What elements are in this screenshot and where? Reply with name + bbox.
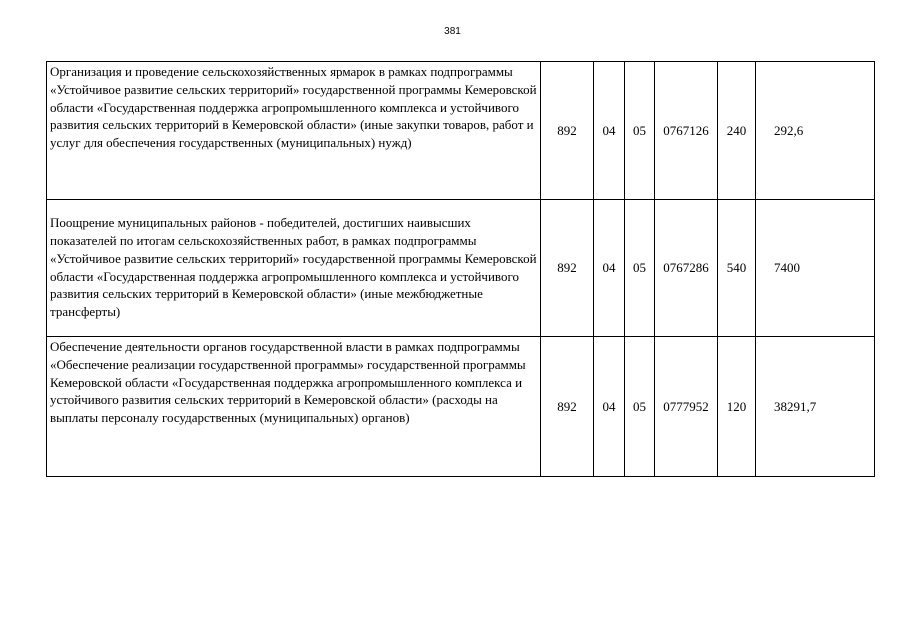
table-row bbox=[47, 62, 875, 200]
budget-table bbox=[46, 61, 875, 477]
amount-value: 292,6 bbox=[756, 62, 875, 200]
target-article-code: 0777952 bbox=[655, 337, 718, 477]
subsection-code: 05 bbox=[625, 62, 655, 200]
target-article-code: 0767126 bbox=[655, 62, 718, 200]
ministry-code: 892 bbox=[541, 337, 594, 477]
row-description: Организация и проведение сельскохозяйственных ярмарок в рамках подпрограммы «Устойчивое развитие сельских территорий» государственной программы Кемеровской области «Государственная поддержка агропромышленного комплекса и устойчивого развития сельских территорий в Кемеровской области» (иные закупки товаров, работ и услуг для обеспечения государственных (муниципальных) нужд) bbox=[47, 62, 541, 200]
row-description: Поощрение муниципальных районов - победителей, достигших наивысших показателей по итогам сельскохозяйственных работ, в рамках подпрограммы «Устойчивое развитие сельских территорий» государственной программы Кемеровской области «Государственная поддержка агропромышленного комплекса и устойчивого развития сельских территорий в Кемеровской области» (иные межбюджетные трансферты) bbox=[47, 200, 541, 337]
expense-type-code: 240 bbox=[718, 62, 756, 200]
table-row bbox=[47, 337, 875, 477]
expense-type-code: 120 bbox=[718, 337, 756, 477]
amount-value: 38291,7 bbox=[756, 337, 875, 477]
section-code: 04 bbox=[594, 337, 625, 477]
expense-type-code: 540 bbox=[718, 200, 756, 337]
table-row bbox=[47, 200, 875, 337]
ministry-code: 892 bbox=[541, 200, 594, 337]
page-number: 381 bbox=[444, 26, 461, 37]
ministry-code: 892 bbox=[541, 62, 594, 200]
subsection-code: 05 bbox=[625, 200, 655, 337]
amount-value: 7400 bbox=[756, 200, 875, 337]
section-code: 04 bbox=[594, 200, 625, 337]
section-code: 04 bbox=[594, 62, 625, 200]
subsection-code: 05 bbox=[625, 337, 655, 477]
target-article-code: 0767286 bbox=[655, 200, 718, 337]
row-description: Обеспечение деятельности органов государственной власти в рамках подпрограммы «Обеспечение реализации государственной программы» государственной программы Кемеровской области «Государственная поддержка агропромышленного комплекса и устойчивого развития сельских территорий в Кемеровской области» (расходы на выплаты персоналу государственных (муниципальных) органов) bbox=[47, 337, 541, 477]
